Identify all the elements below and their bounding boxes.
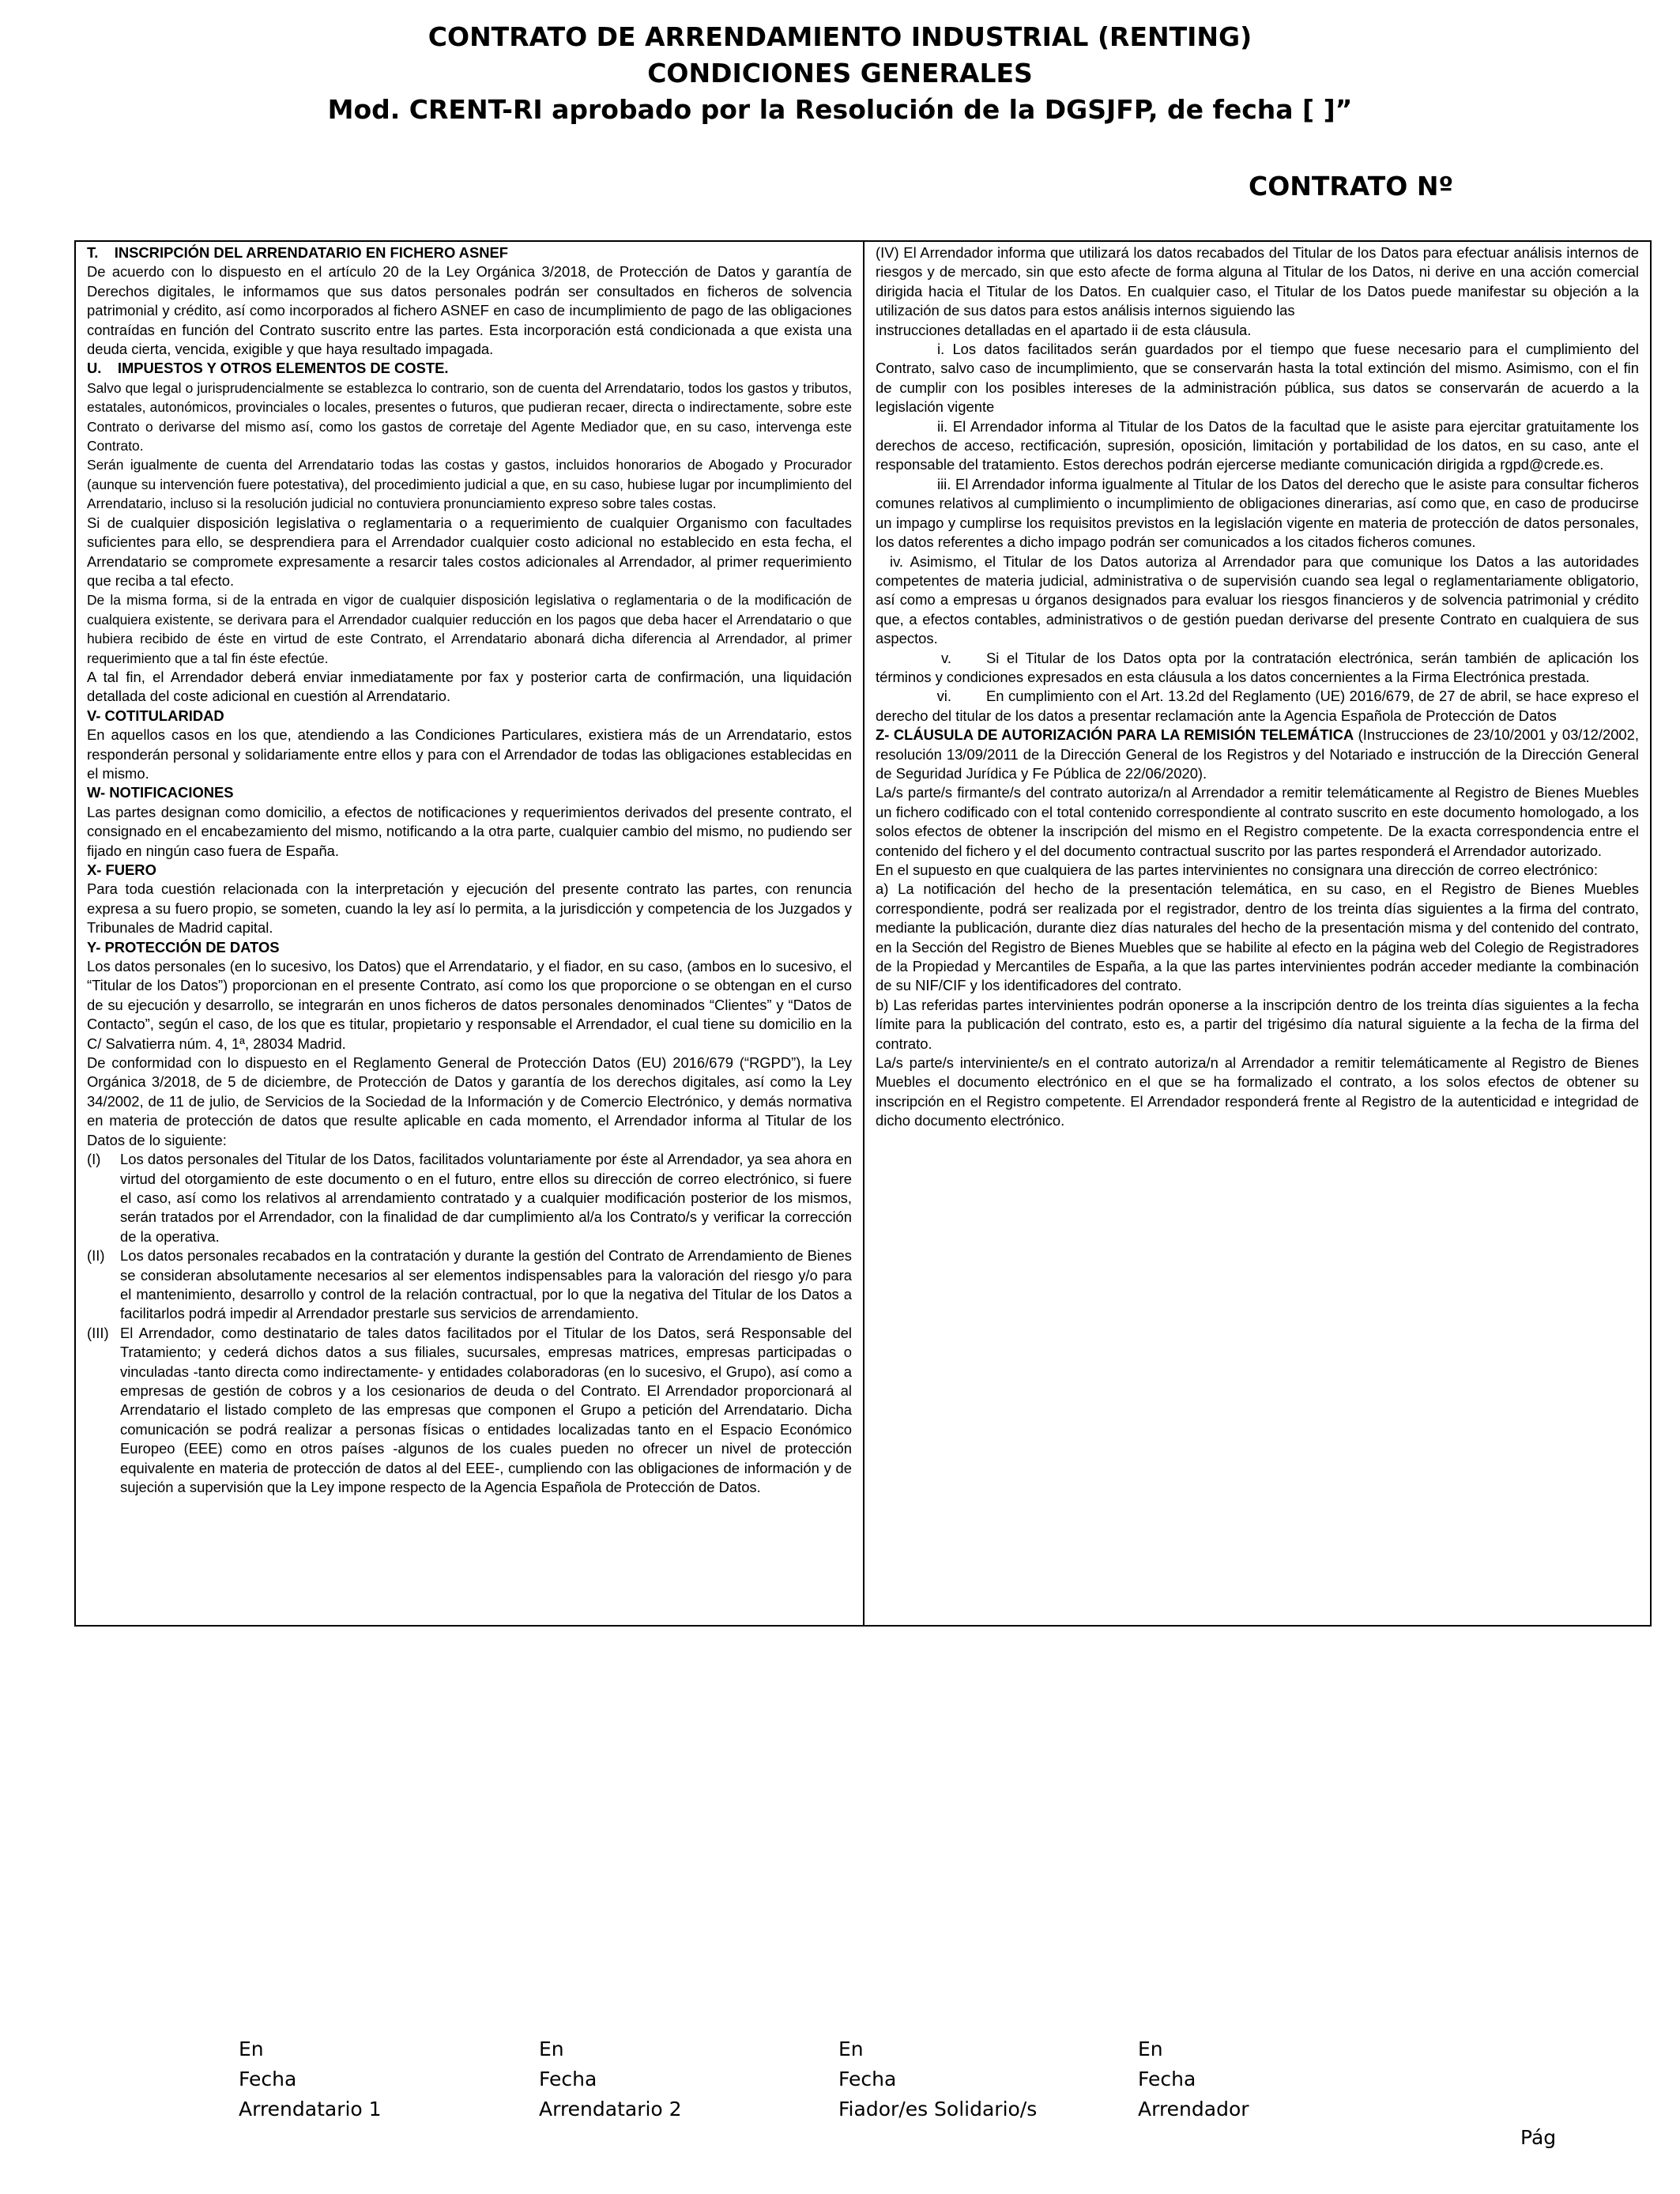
signature-party: Fiador/es Solidario/s [838,2098,1038,2120]
contract-number-label: CONTRATO Nº [1249,171,1454,202]
section-w-body: Las partes designan como domicilio, a efectos de notificaciones y requerimientos derivados del presente contrato, el consignado en el encabezamiento del mismo, notificando a la otra parte, cualquier cambio del mismo, no pudiendo ser fijado en ningún caso fuera de España. [87,803,852,859]
subsection-vi [876,687,1639,726]
item-text: Los datos personales recabados en la contratación y durante la gestión del Contrato de Arrendamiento de Bienes se consideran absolutamente necesarios al ser elementos indispensables para la valoración del riesgo y/o para el mantenimiento, desarrollo y control de la relación contractual, por lo que la negativa del Titular de los Datos a facilitarlos podrá impedir al Arrendador prestarle sus servicios de arrendamiento. [120,1247,852,1322]
item-number: (II) [87,1247,105,1265]
signature-place: En [539,2038,564,2060]
section-u-heading: U. IMPUESTOS Y OTROS ELEMENTOS DE COSTE. [87,360,449,377]
section-y-heading: Y- PROTECCIÓN DE DATOS [87,938,280,956]
section-y-paragraph: Los datos personales (en lo sucesivo, los Datos) que el Arrendatario, y el fiador, en su caso, (ambos en lo sucesivo, el “Titular de los Datos”) proporcionan en el presente Contrato, así como los que proporcione o se obtengan en el curso de su ejecución y desarrollo, se integrarán en unos ficheros de datos personales denominados “Clientes” y “Datos de Contacto”, según el caso, de los que es titular, propietario y responsable el Arrendador, el cual tiene su domicilio en la C/ Salvatierra núm. 4, 1ª, 28034 Madrid. [87,958,852,1052]
signature-block [838,2034,1037,2124]
section-u-paragraph: De la misma forma, si de la entrada en vigor de cualquier disposición legislativa o reglamentaria o de la modificación de cualquiera existente, se derivara para el Arrendador cualquier reducción en los pagos que deba hacer el Arrendatario o que hubiera recibido de éste en virtud de este Contrato, el Arrendatario abonará dicha diferencia al Arrendador, al primer requerimiento que a tal fin éste efectúe. [87,592,852,666]
subsection-ii: ii. El Arrendador informa al Titular de los Datos de la facultad que le asiste para ejercitar gratuitamente los derechos de acceso, rectificación, supresión, oposición, limitación y portabilidad de los datos, en su caso, ante el responsable del tratamiento. Estos derechos podrán ejercerse mediante comunicación dirigida a rgpd@crede.es. [876,417,1639,473]
item-text: El Arrendador, como destinatario de tales datos facilitados por el Titular de los Datos, será Responsable del Tratamiento; y cederá dichos datos a sus filiales, sucursales, empresas matrices, empresas participadas o vinculadas -tanto directa como indirectamente- y entidades colaboradoras (en lo sucesivo, el Grupo), así como a empresas de gestión de cobros y a los cesionarios de deuda o del Contrato. El Arrendador proporcionará al Arrendatario el listado completo de las empresas que componen el Grupo a petición del Arrendatario. Dicha comunicación se podrá realizar a personas físicas o entidades localizadas tanto en el Espacio Económico Europeo (EEE) como en otros países -algunos de los cuales pueden no ofrecer un nivel de protección equivalente en materia de protección de datos al del EEE-, cumpliendo con las obligaciones de información y de sujeción a supervisión que la Ley impone respecto de la Agencia Española de Protección de Datos. [120,1324,852,1495]
section-z-point-a: a) La notificación del hecho de la presentación telemática, en su caso, en el Registro de Bienes Muebles correspondiente, podrá ser realizada por el registrador, dentro de los treinta días siguientes a la firma del contrato, mediante la publicación, durante diez días naturales del hecho de la presentación misma y del contenido del contrato, en la Sección del Registro de Bienes Muebles que se habilite al efecto en la página web del Colegio de Registradores de la Propiedad y Mercantiles de España, a la que las partes intervinientes podrán acceder mediante la combinación de su NIF/CIF y los identificadores del contrato. [876,880,1639,994]
signature-place: En [1138,2038,1163,2060]
data-protection-item [87,1150,852,1246]
signature-block [239,2034,382,2124]
subsection-vi-text: En cumplimiento con el Art. 13.2d del Reglamento (UE) 2016/679, de 27 de abril, se hace expreso el derecho del titular de los datos a presentar reclamación ante la Agencia Española de Protección de Datos [876,688,1639,724]
item-number: (I) [87,1151,101,1168]
signature-party: Arrendador [1138,2098,1249,2120]
signature-party: Arrendatario 2 [539,2098,682,2120]
section-iv-continuation: instrucciones detalladas en el apartado ii de esta cláusula. [876,321,1252,338]
section-u-paragraph: Si de cualquier disposición legislativa o reglamentaria o a requerimiento de cualquier Organismo con facultades suficientes para ello, se desprendiera para el Arrendador cualquier costo adicional no establecido en esta fecha, el Arrendatario se compromete expresamente a resarcir tales costos adicionales al Arrendador, al primer requerimiento que reciba a tal efecto. [87,514,852,589]
section-iv-paragraph: (IV) El Arrendador informa que utilizará los datos recabados del Titular de los Datos para efectuar análisis internos de riesgos y de mercado, sin que esto afecte de forma alguna al Titular de los Datos, ni derive en una acción comercial dirigida hacia el Titular de los Datos. En cualquier caso, el Titular de los Datos puede manifestar su objeción a la utilización de sus datos para estos análisis internos siguiendo las [876,244,1639,319]
subsection-v-number: v. [941,649,951,666]
section-x-body: Para toda cuestión relacionada con la interpretación y ejecución del presente contrato las partes, con renuncia expresa a su fuero propio, se someten, cuando la ley así lo permita, a la jurisdicción y competencia de los Juzgados y Tribunales de Madrid capital. [87,880,852,937]
model-approval-line: Mod. CRENT-RI aprobado por la Resolución de la DGSJFP, de fecha [ ]” [327,94,1353,125]
document-subtitle: CONDICIONES GENERALES [647,58,1033,89]
page-number-label: Pág [1520,2126,1557,2149]
section-x-heading: X- FUERO [87,861,156,878]
document-title: CONTRATO DE ARRENDAMIENTO INDUSTRIAL (RENTING) [428,21,1252,52]
section-t-body: De acuerdo con lo dispuesto en el artículo 20 de la Ley Orgánica 3/2018, de Protección de Datos y garantía de Derechos digitales, le informamos que sus datos personales podrán ser consultados en ficheros de solvencia patrimonial y crédito, así como incorporados al fichero ASNEF en caso de incumplimiento de pago de las obligaciones contraídas en función del Contrato suscrito entre las partes. Esta incorporación está condicionada a que exista una deuda cierta, vencida, exigible y que haya resultado impagada. [87,263,852,358]
signature-date: Fecha [838,2068,897,2090]
section-z-paragraph: La/s parte/s firmante/s del contrato autoriza/n al Arrendador a remitir telemáticamente al Registro de Bienes Muebles un fichero codificado con el total contenido correspondiente al contrato suscrito en este documento homologado, a los solos efectos de obtener la inscripción del mismo en el Registro competente. De la exacta correspondencia entre el contenido del fichero y el del documento contractual suscrito por las partes responderá el Arrendador autorizado. [876,784,1639,859]
signature-block [1138,2034,1249,2124]
data-protection-item [87,1324,852,1498]
item-number: (III) [87,1324,109,1341]
section-y-paragraph: De conformidad con lo dispuesto en el Reglamento General de Protección Datos (EU) 2016/679 (“RGPD”), la Ley Orgánica 3/2018, de 5 de diciembre, de Protección de Datos y garantía de los derechos digitales, así como la Ley 34/2002, de 11 de julio, de Servicios de la Sociedad de la Información y de Comercio Electrónico, y demás normativa en materia de protección de datos que resulte aplicable en cada momento, el Arrendador informa al Titular de los Datos de lo siguiente: [87,1054,852,1148]
section-z-title: Z- CLÁUSULA DE AUTORIZACIÓN PARA LA REMISIÓN TELEMÁTICA [876,726,1354,744]
signature-date: Fecha [239,2068,297,2090]
signature-party: Arrendatario 1 [239,2098,382,2120]
subsection-iv: iv. Asimismo, el Titular de los Datos autoriza al Arrendador para que comunique los Datos a las autoridades competentes de materia judicial, administrativa o de supervisión cuando sea legal o reglamentariamente obligatorio, así como a empresas u órganos designados para evaluar los riesgos financieros y de solvencia patrimonial y crédito que, a efectos contables, administrativos o de gestión puedan derivarse del presente Contrato en cualquiera de sus aspectos. [876,552,1639,647]
section-w-heading: W- NOTIFICACIONES [87,784,234,801]
section-u-paragraph: Salvo que legal o jurisprudencialmente se establezca lo contrario, son de cuenta del Arrendatario, todos los gastos y tributos, estatales, autonómicos, provinciales o locales, presentes o futuros, que pudieran recaer, directa o indirectamente, sobre este Contrato o derivarse del mismo así, como los gastos de corretaje del Agente Mediador que, en su caso, intervenga este Contrato. [87,379,852,454]
section-v-body: En aquellos casos en los que, atendiendo a las Condiciones Particulares, existiera más de un Arrendatario, estos responderán personal y solidariamente entre ellos y para con el Arrendador de todas las obligaciones establecidas en el mismo. [87,726,852,782]
document-header [0,19,1680,128]
subsection-v [876,649,1639,688]
section-z-paragraph: En el supuesto en que cualquiera de las partes intervinientes no consignara una dirección de correo electrónico: [876,861,1598,878]
section-t-heading: T. INSCRIPCIÓN DEL ARRENDATARIO EN FICHERO ASNEF [87,244,509,261]
signature-block [539,2034,682,2124]
signature-place: En [838,2038,864,2060]
signature-date: Fecha [539,2068,597,2090]
data-protection-item [87,1246,852,1324]
conditions-box [74,240,1652,1627]
section-z-point-b: b) Las referidas partes intervinientes podrán oponerse a la inscripción dentro de los treinta días siguientes a la fecha límite para la publicación del contrato, esto es, a partir del trigésimo día natural siguiente a la fecha de la firma del contrato. [876,996,1639,1052]
left-column [76,242,864,1625]
signature-date: Fecha [1138,2068,1196,2090]
subsection-v-text: Si el Titular de los Datos opta por la contratación electrónica, serán también de aplicación los términos y condiciones expresados en esta cláusula a los datos concernientes a la Firma Electrónica prestada. [876,649,1639,685]
right-column [864,242,1650,1625]
section-u-paragraph: Serán igualmente de cuenta del Arrendatario todas las costas y gastos, incluidos honorarios de Abogado y Procurador (aunque su intervención fuere potestativa), del procedimiento judicial a que, en su caso, hubiese lugar por incumplimiento del Arrendatario, incluso si la resolución judicial no contuviera pronunciamiento expreso sobre tales costas. [87,457,852,512]
item-text: Los datos personales del Titular de los Datos, facilitados voluntariamente por éste al Arrendador, ya sea ahora en virtud del otorgamiento de este documento o en el futuro, entre ellos su dirección de correo electrónico, si fuere el caso, así como los relativos al arrendamiento contratado y a cualquier modificación posterior de los mismos, serán tratados por el Arrendador, con la finalidad de dar cumplimiento al/a los Contrato/s y verificar la corrección de la operativa. [120,1151,852,1245]
section-v-heading: V- COTITULARIDAD [87,707,224,724]
subsection-iii: iii. El Arrendador informa igualmente al Titular de los Datos del derecho que le asiste para consultar ficheros comunes relativos al cumplimiento o incumplimiento de obligaciones dinerarias, así como que, en caso de producirse un impago y cumplirse los requisitos previstos en la legislación vigente en materia de protección de datos personales, los datos referentes a dicho impago podrán ser comunicados a los citados ficheros comunes. [876,475,1639,551]
signature-place: En [239,2038,264,2060]
section-z-paragraph: La/s parte/s interviniente/s en el contrato autoriza/n al Arrendador a remitir telemáticamente al Registro de Bienes Muebles el documento electrónico en el que se ha formalizado el contrato, a los solos efectos de obtener su inscripción en el Registro competente. El Arrendador responderá frente al Registro de la autenticidad e integridad de dicho documento electrónico. [876,1054,1639,1129]
subsection-i: i. Los datos facilitados serán guardados por el tiempo que fuese necesario para el cumplimiento del Contrato, salvo caso de incumplimiento, que se conservarán hasta la total extinción del mismo. Asimismo, con el fin de cumplir con los posibles intereses de la administración pública, sus datos se conservarán de acuerdo a la legislación vigente [876,341,1639,416]
section-z-heading [876,726,1639,783]
section-u-paragraph: A tal fin, el Arrendador deberá enviar inmediatamente por fax y posterior carta de confirmación, una liquidación detallada del coste adicional en cuestión al Arrendatario. [87,668,852,705]
subsection-vi-number: vi. [936,688,951,705]
section-z-instructions: (Instrucciones de 23/10/2001 y 03/12/2002, resolución 13/09/2011 de la Dirección General de los Registros y del Notariado e instrucción de la Dirección General de Seguridad Jurídica y Fe Pública de 22/06/2020). [876,726,1639,782]
